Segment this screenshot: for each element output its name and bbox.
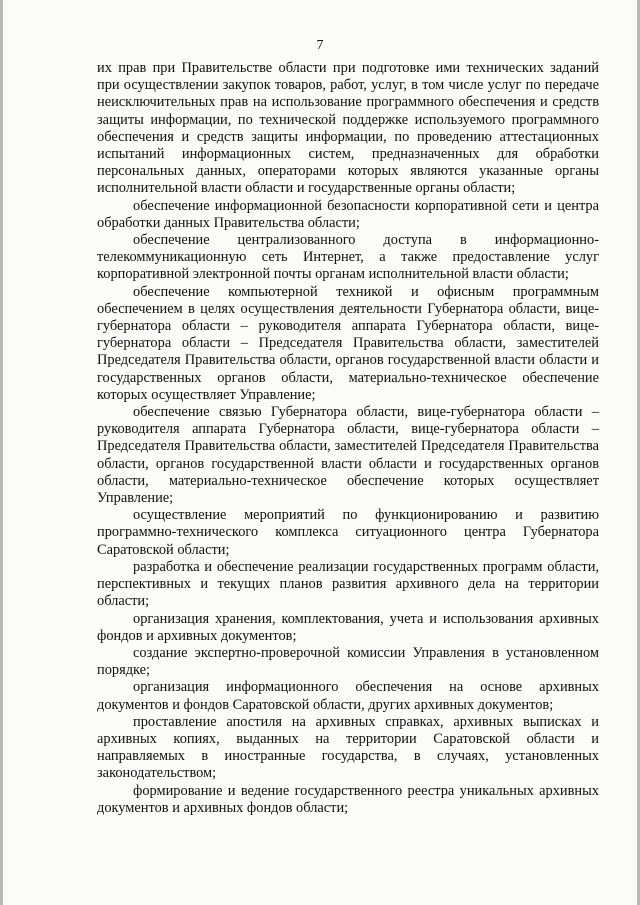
paragraph: формирование и ведение государственного реестра уникальных архивных документов и архивных фондов области; [97, 782, 599, 816]
paragraph: создание экспертно-проверочной комиссии Управления в установленном порядке; [97, 644, 599, 679]
page-number: 7 [316, 38, 324, 53]
paragraph: обеспечение информационной безопасности корпоративной сети и центра обработки данных Правительства области; [97, 197, 599, 231]
paragraph: осуществление мероприятий по функционированию и развитию программно-технического комплекса ситуационного центра Губернатора Саратовской области; [97, 507, 599, 558]
paragraph: проставление апостиля на архивных справках, архивных выписках и архивных копиях, выданных на территории Саратовской области и направляемых в иностранные государства, в случаях, установленных законодательством; [97, 713, 599, 782]
paragraph: обеспечение компьютерной техникой и офисным программным обеспечением в целях осуществления деятельности Губернатора области, вице-губернатора области – руководителя аппарата Губернатора области, вице-губернатора области – Председателя Правительства области, заместителей Председателя Правительства области, органов государственной власти области и государственных органов области, материально-техническое обеспечение которых осуществляет Управление; [97, 283, 599, 403]
paragraph: их прав при Правительстве области при подготовке ими технических заданий при осуществлении закупок товаров, работ, услуг, в том числе услуг по передаче неисключительных прав на использование программного обеспечения и средств защиты информации, по технической поддержке используемого программного обеспечения и средств защиты информации, по проведению аттестационных испытаний информационных систем, предназначенных для обработки персональных данных, операторами которых являются указанные органы исполнительной власти области и государственные органы области; [97, 60, 599, 197]
document-body [97, 60, 599, 817]
paragraph: разработка и обеспечение реализации государственных программ области, перспективных и текущих планов развития архивного дела на территории области; [97, 558, 599, 610]
paragraph: обеспечение централизованного доступа в информационно-телекоммуникационную сеть Интернет, а также предоставление услуг корпоративной электронной почты органам исполнительной власти области; [97, 232, 599, 283]
paragraph: организация хранения, комплектования, учета и использования архивных фондов и архивных документов; [97, 610, 599, 644]
paragraph: обеспечение связью Губернатора области, вице-губернатора области – руководителя аппарата Губернатора области, вице-губернатора области – Председателя Правительства области, заместителей Председателя Правительства области, органов государственной власти области и государственных органов области, материально-техническое обеспечение которых осуществляет Управление; [97, 404, 599, 507]
paragraph: организация информационного обеспечения на основе архивных документов и фондов Саратовской области, других архивных документов; [97, 679, 599, 713]
